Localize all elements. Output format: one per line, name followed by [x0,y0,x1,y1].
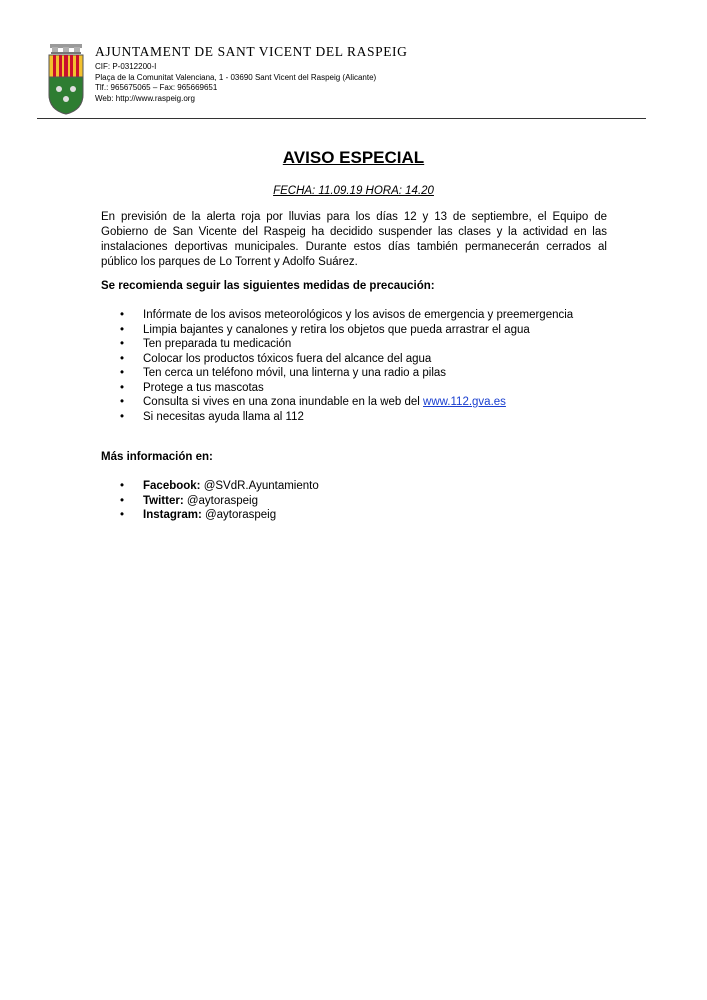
bullet: • [120,309,125,321]
measures-heading: Se recomienda seguir las siguientes medidas de precaución: [101,280,435,292]
org-contact [95,62,376,104]
org-phone: Tlf.: 965675065 – Fax: 965669651 [95,83,218,92]
list-item: • Si necesitas ayuda llama al 112 [120,410,304,423]
municipal-crest-icon [44,42,88,116]
bullet: • [120,381,125,394]
header-divider [37,118,646,119]
bullet: • [120,480,125,492]
bullet: • [120,352,125,365]
org-name: AJUNTAMENT DE SANT VICENT DEL RASPEIG [95,44,408,59]
org-cif: CIF: P-0312200-I [95,62,157,71]
org-address: Plaça de la Comunitat Valenciana, 1 - 03690 Sant Vicent del Raspeig (Alicante) [95,72,377,82]
page-title: AVISO ESPECIAL [282,148,425,167]
social-instagram: • Instagram: @aytoraspeig [120,509,277,521]
list-item: • Consulta si vives en una zona inundable en la web del www.112.gva.es [120,396,506,408]
list-item: • Infórmate de los avisos meteorológicos y los avisos de emergencia y preemergencia [120,309,574,321]
intro-paragraph: En previsión de la alerta roja por lluvias para los días 12 y 13 de septiembre, el Equipo de Gobierno de San Vicente del Raspeig ha decidido suspender las clases y la actividad en las instalaciones deportivas municipales. Durante estos días también permanecerán cerrados al público los parques de Lo Torrent y Adolfo Suárez. [101,211,607,268]
bullet: • [120,338,125,350]
measures-list [120,308,573,424]
more-info-heading: Más información en: [101,451,213,463]
social-facebook: • Facebook: @SVdR.Ayuntamiento [120,480,319,492]
org-web: Web: http://www.raspeig.org [95,93,195,103]
social-list [120,479,319,523]
gva-112-link[interactable]: www.112.gva.es [423,396,506,408]
list-item: • Protege a tus mascotas [120,381,264,394]
list-item: • Colocar los productos tóxicos fuera del alcance del agua [120,352,432,365]
notice-date: FECHA: 11.09.19 HORA: 14.20 [273,185,434,197]
list-item: • Ten cerca un teléfono móvil, una linterna y una radio a pilas [120,367,447,379]
list-item: • Limpia bajantes y canalones y retira los objetos que pueda arrastrar el agua [120,323,530,336]
bullet: • [120,323,125,336]
social-twitter: • Twitter: @aytoraspeig [120,494,258,507]
bullet: • [120,494,125,507]
bullet: • [120,396,125,408]
letterhead [40,40,660,120]
bullet: • [120,410,125,423]
bullet: • [120,509,125,521]
list-item: • Ten preparada tu medicación [120,338,292,350]
bullet: • [120,367,125,379]
